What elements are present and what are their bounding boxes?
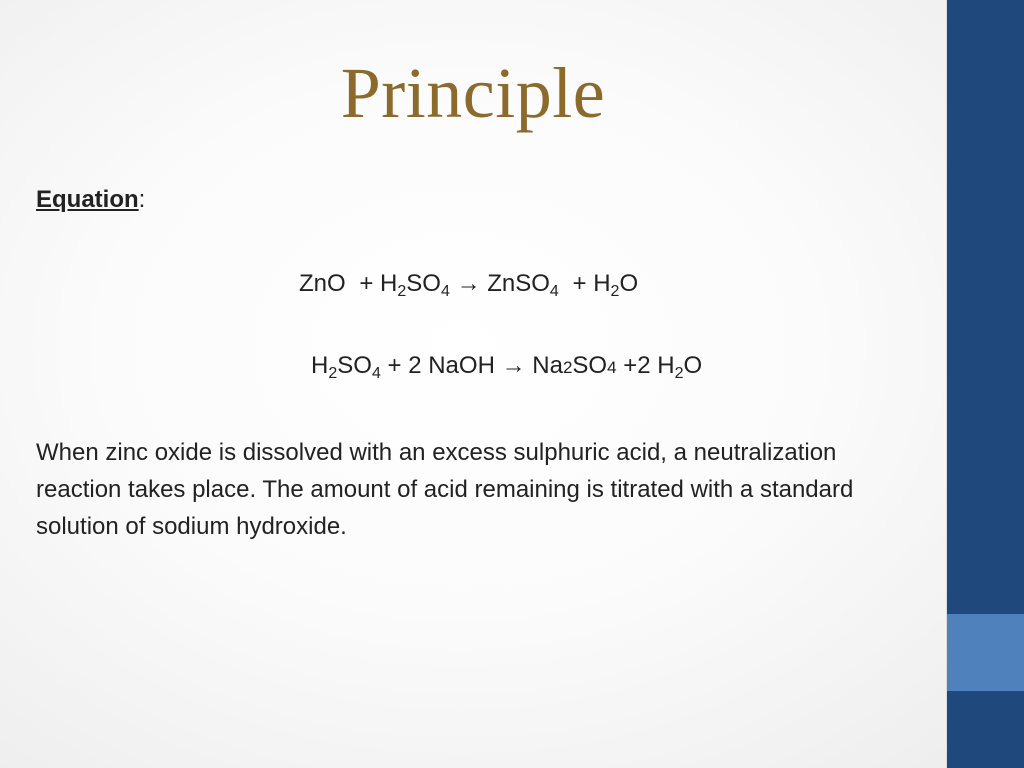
equation-zinc-oxide (299, 270, 638, 298)
eq1-znso4: ZnSO$_4$ (487, 270, 559, 300)
eq2-h2so4: $H_2SO_4$ (311, 352, 381, 382)
eq1-h2so4: $H_2SO_4$ (380, 270, 450, 300)
eq1-plus: + (359, 270, 374, 297)
sidebar-accent-block (947, 614, 1024, 691)
equation-heading (36, 186, 145, 214)
equation-label-colon: : (138, 186, 146, 213)
eq1-zno: ZnO (299, 270, 346, 297)
eq1-h2o: $H_2O$ (593, 270, 639, 300)
eq1-plus-2: + (572, 270, 587, 297)
eq2-h2o: $H_2O$ (657, 352, 703, 382)
eq2-naoh: 2 NaOH (408, 352, 495, 379)
equation-label: Equation (36, 186, 139, 213)
equation-naoh (311, 352, 702, 380)
eq1-arrow: → (456, 270, 481, 297)
eq2-na2so4: Na2SO4 (532, 352, 617, 379)
principle-paragraph: When zinc oxide is dissolved with an excess sulphuric acid, a neutralization reaction takes place. The amount of acid remaining is titrated with a standard solution of sodium hydroxide. (36, 439, 854, 540)
eq2-plus-2: +2 (623, 352, 651, 379)
eq2-arrow: → (501, 352, 526, 379)
slide-title: Principle (340, 53, 606, 133)
eq2-plus: + (387, 352, 402, 379)
